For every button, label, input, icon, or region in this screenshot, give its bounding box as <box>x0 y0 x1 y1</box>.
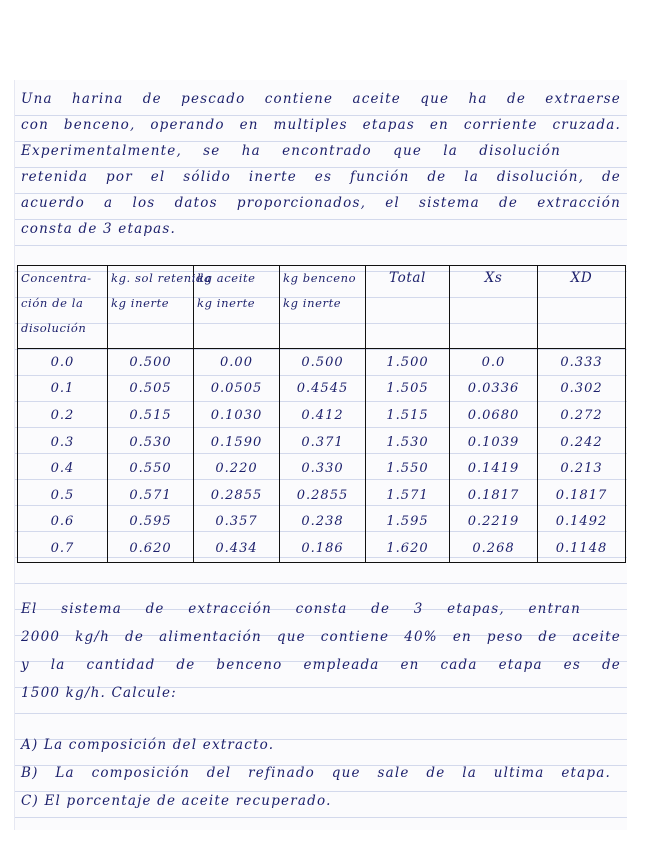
table-cell: 0.1590 <box>194 429 280 456</box>
table-row <box>18 349 626 376</box>
table-cell: 0.330 <box>280 455 366 482</box>
table-cell: 0.3 <box>18 429 108 456</box>
table-cell: 0.333 <box>538 349 626 376</box>
table-cell: 0.515 <box>108 402 194 429</box>
intro-line: Una harina de pescado contiene aceite que ha de extraerse <box>21 91 621 107</box>
table-cell: 0.620 <box>108 535 194 562</box>
table-cell: 0.6 <box>18 509 108 536</box>
table-cell: 0.530 <box>108 429 194 456</box>
table-cell: 0.2 <box>18 402 108 429</box>
intro-line: retenida por el sólido inerte es función de la disolución, de <box>21 169 621 185</box>
table-cell: 0.1817 <box>538 482 626 509</box>
table-row <box>18 429 626 456</box>
table-cell: 0.595 <box>108 509 194 536</box>
table-cell: 0.571 <box>108 482 194 509</box>
column-header-sol-retenida: kg. sol retenida kg inerte <box>108 266 194 349</box>
intro-line: acuerdo a los datos proporcionados, el sistema de extracción <box>21 195 621 211</box>
table-cell: 0.434 <box>194 535 280 562</box>
table-cell: 1.571 <box>366 482 450 509</box>
table-cell: 0.186 <box>280 535 366 562</box>
table-cell: 0.371 <box>280 429 366 456</box>
table-cell: 0.7 <box>18 535 108 562</box>
table-cell: 0.0 <box>18 349 108 376</box>
table-cell: 0.0336 <box>450 376 538 403</box>
table-cell: 0.500 <box>280 349 366 376</box>
intro-line: consta de 3 etapas. <box>21 221 177 237</box>
table-cell: 0.1419 <box>450 455 538 482</box>
column-header-benceno: kg benceno kg inerte <box>280 266 366 349</box>
table-row <box>18 376 626 403</box>
table-cell: 0.550 <box>108 455 194 482</box>
data-table <box>17 265 626 563</box>
column-header-total: Total <box>366 266 450 349</box>
column-header-concentration: Concentra- ción de la disolución <box>18 266 108 349</box>
table-cell: 0.4 <box>18 455 108 482</box>
table-row <box>18 509 626 536</box>
problem-line: 2000 kg/h de alimentación que contiene 40% en peso de aceite <box>21 629 621 645</box>
table-cell: 0.1030 <box>194 402 280 429</box>
table-cell: 0.238 <box>280 509 366 536</box>
table-row <box>18 535 626 562</box>
intro-line: Experimentalmente, se ha encontrado que la disolución <box>21 143 561 159</box>
question-a: A) La composición del extracto. <box>21 737 275 753</box>
question-c: C) El porcentaje de aceite recuperado. <box>21 793 332 809</box>
table-cell: 0.1148 <box>538 535 626 562</box>
table-cell: 0.5 <box>18 482 108 509</box>
table-cell: 1.505 <box>366 376 450 403</box>
table-cell: 0.220 <box>194 455 280 482</box>
table-cell: 0.500 <box>108 349 194 376</box>
table-cell: 1.500 <box>366 349 450 376</box>
table-cell: 1.515 <box>366 402 450 429</box>
table-cell: 0.1039 <box>450 429 538 456</box>
table-cell: 0.1492 <box>538 509 626 536</box>
table-cell: 0.0505 <box>194 376 280 403</box>
table-cell: 1.620 <box>366 535 450 562</box>
table-cell: 0.242 <box>538 429 626 456</box>
table-cell: 0.213 <box>538 455 626 482</box>
table-cell: 0.0680 <box>450 402 538 429</box>
question-b: B) La composición del refinado que sale de la ultima etapa. <box>21 765 611 781</box>
table-cell: 0.268 <box>450 535 538 562</box>
table-cell: 0.00 <box>194 349 280 376</box>
table-cell: 0.0 <box>450 349 538 376</box>
table-row <box>18 455 626 482</box>
table-cell: 0.2855 <box>194 482 280 509</box>
table-cell: 0.1 <box>18 376 108 403</box>
table-cell: 0.1817 <box>450 482 538 509</box>
table-header-row <box>18 266 626 349</box>
table-cell: 0.2219 <box>450 509 538 536</box>
column-header-xs: Xs <box>450 266 538 349</box>
table-cell: 0.272 <box>538 402 626 429</box>
table-cell: 1.530 <box>366 429 450 456</box>
table-cell: 0.412 <box>280 402 366 429</box>
table-row <box>18 402 626 429</box>
table-cell: 0.2855 <box>280 482 366 509</box>
notebook-page <box>14 80 627 830</box>
problem-line: El sistema de extracción consta de 3 etapas, entran <box>21 601 581 617</box>
table-cell: 0.302 <box>538 376 626 403</box>
column-header-aceite: kg aceite kg inerte <box>194 266 280 349</box>
problem-line: 1500 kg/h. Calcule: <box>21 685 177 701</box>
column-header-xd: XD <box>538 266 626 349</box>
table-row <box>18 482 626 509</box>
table-cell: 0.357 <box>194 509 280 536</box>
table-cell: 1.550 <box>366 455 450 482</box>
table-cell: 1.595 <box>366 509 450 536</box>
table-cell: 0.505 <box>108 376 194 403</box>
problem-line: y la cantidad de benceno empleada en cada etapa es de <box>21 657 621 673</box>
intro-line: con benceno, operando en multiples etapas en corriente cruzada. <box>21 117 621 133</box>
table-cell: 0.4545 <box>280 376 366 403</box>
